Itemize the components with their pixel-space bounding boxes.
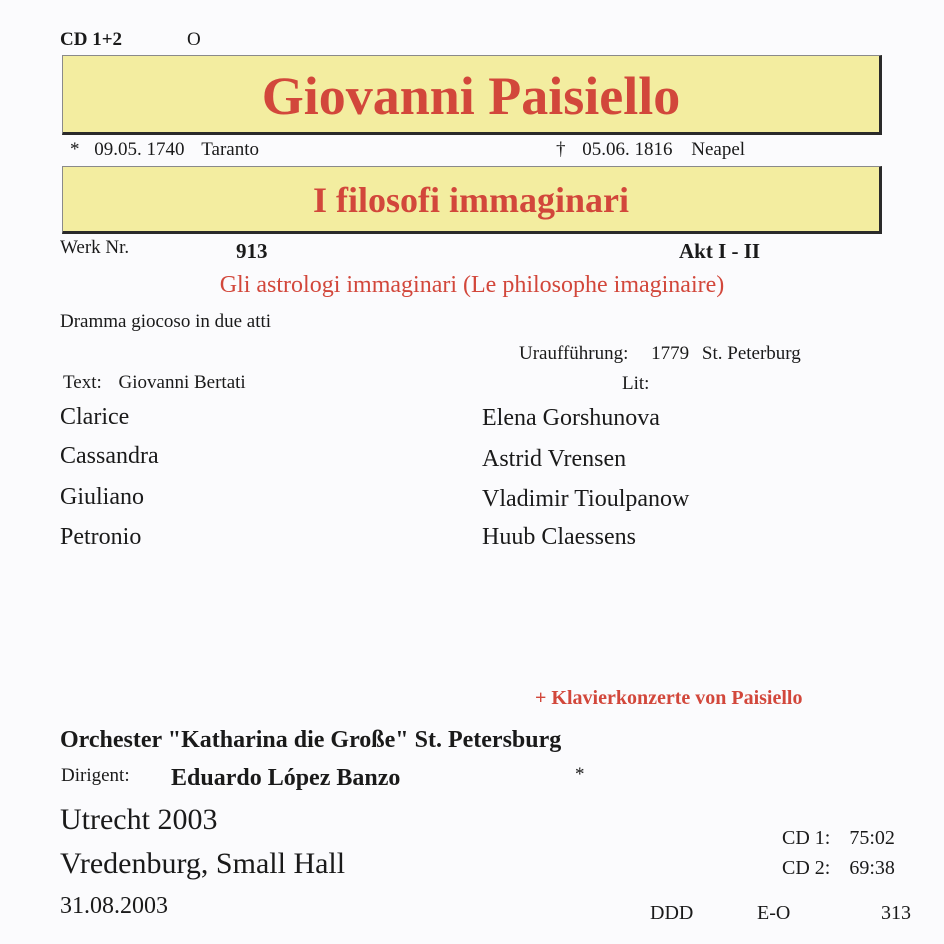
format-code: DDD — [650, 902, 694, 924]
cast-role: Petronio — [60, 524, 142, 550]
composer-banner — [62, 55, 882, 135]
cast-singer: Elena Gorshunova — [482, 405, 660, 431]
cd2-label: CD 2: — [782, 857, 831, 879]
werk-label: Werk Nr. — [60, 237, 130, 258]
cd1-time: 75:02 — [849, 827, 895, 849]
birth-date: 09.05. 1740 — [94, 139, 185, 160]
acts: Akt I - II — [679, 239, 761, 263]
work-banner — [62, 166, 882, 234]
premiere-label: Uraufführung: — [519, 343, 629, 364]
death-symbol: † — [556, 139, 566, 160]
bonus-note: + Klavierkonzerte von Paisiello — [535, 687, 803, 709]
conductor-mark: * — [575, 764, 585, 785]
conductor-name: Eduardo López Banzo — [171, 765, 401, 791]
edition-code: E-O — [757, 902, 791, 924]
cd2-timing — [782, 857, 895, 880]
premiere-year: 1779 — [651, 343, 690, 364]
cast-role: Cassandra — [60, 443, 159, 469]
cast-singer: Huub Claessens — [482, 524, 636, 550]
text-label: Text: — [63, 372, 102, 393]
text-line — [63, 372, 246, 394]
alt-title: Gli astrologi immaginari (Le philosophe imaginaire) — [219, 272, 725, 298]
cd2-time: 69:38 — [849, 857, 895, 879]
death-date: 05.06. 1816 — [582, 139, 673, 160]
recording-venue: Vredenburg, Small Hall — [60, 847, 346, 880]
conductor-label: Dirigent: — [61, 765, 130, 786]
orchestra: Orchester "Katharina die Große" St. Petersburg — [60, 727, 562, 753]
recording-city-year: Utrecht 2003 — [60, 803, 218, 836]
cd1-label: CD 1: — [782, 827, 831, 849]
work-title: I filosofi immaginari — [313, 180, 629, 220]
death-line — [556, 139, 745, 161]
recording-date: 31.08.2003 — [60, 893, 168, 919]
cd1-timing — [782, 827, 895, 850]
genre: Dramma giocoso in due atti — [60, 311, 272, 332]
birth-symbol: * — [70, 139, 80, 160]
birth-line — [70, 139, 259, 161]
premiere-place: St. Peterburg — [701, 343, 801, 364]
mark-o: O — [187, 29, 201, 50]
composer-name: Giovanni Paisiello — [261, 66, 681, 126]
cd-label: CD 1+2 — [60, 29, 123, 50]
death-place: Neapel — [691, 139, 746, 160]
lit-label: Lit: — [622, 373, 650, 394]
cast-singer: Vladimir Tioulpanow — [482, 486, 690, 512]
werk-number: 913 — [236, 239, 268, 263]
premiere-line — [519, 343, 801, 365]
catalog-number: 313 — [881, 902, 911, 924]
birth-place: Taranto — [201, 139, 260, 160]
librettist: Giovanni Bertati — [118, 372, 246, 393]
cast-role: Clarice — [60, 404, 130, 430]
cast-singer: Astrid Vrensen — [482, 446, 627, 472]
cast-role: Giuliano — [60, 484, 144, 510]
